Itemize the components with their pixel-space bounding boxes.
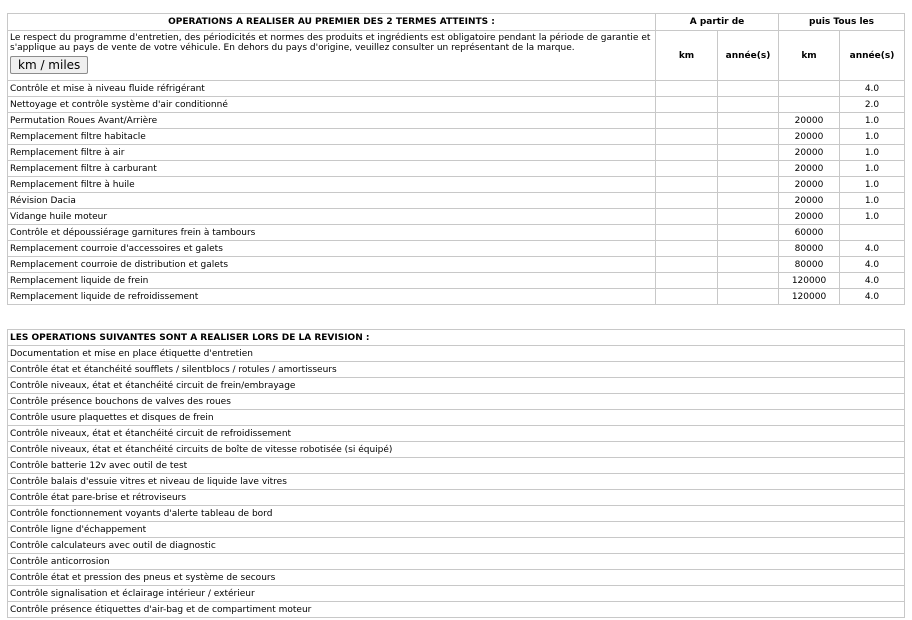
every-km-cell: 20000 — [779, 113, 840, 129]
table-row — [8, 474, 905, 490]
every-years-cell: 1.0 — [840, 113, 905, 129]
every-km-cell: 120000 — [779, 289, 840, 305]
operation-label: Remplacement filtre à carburant — [8, 161, 656, 177]
table-row — [8, 241, 905, 257]
operation-label: Contrôle et mise à niveau fluide réfrigérant — [8, 81, 656, 97]
operation-label: Nettoyage et contrôle système d'air conditionné — [8, 97, 656, 113]
revision-operation-label: Contrôle calculateurs avec outil de diagnostic — [8, 538, 905, 554]
every-km-cell: 20000 — [779, 177, 840, 193]
every-km-cell — [779, 97, 840, 113]
table-row — [8, 289, 905, 305]
every-km-cell: 20000 — [779, 209, 840, 225]
from-km-cell — [656, 273, 718, 289]
operation-label: Remplacement filtre à air — [8, 145, 656, 161]
table-row — [8, 81, 905, 97]
from-years-header: année(s) — [718, 31, 779, 81]
table-row — [8, 362, 905, 378]
from-years-cell — [718, 289, 779, 305]
table-row — [8, 586, 905, 602]
schedule-header-row — [8, 14, 905, 31]
every-years-cell: 2.0 — [840, 97, 905, 113]
operation-label: Remplacement courroie de distribution et galets — [8, 257, 656, 273]
from-km-cell — [656, 97, 718, 113]
revision-operation-label: Contrôle signalisation et éclairage intérieur / extérieur — [8, 586, 905, 602]
every-km-header: km — [779, 31, 840, 81]
every-km-cell: 60000 — [779, 225, 840, 241]
from-years-cell — [718, 129, 779, 145]
table-row — [8, 177, 905, 193]
every-years-cell: 1.0 — [840, 129, 905, 145]
from-header: A partir de — [656, 14, 779, 31]
from-km-cell — [656, 145, 718, 161]
from-years-cell — [718, 113, 779, 129]
from-km-cell — [656, 193, 718, 209]
table-row — [8, 522, 905, 538]
table-row — [8, 225, 905, 241]
from-years-cell — [718, 161, 779, 177]
schedule-subheader-row — [8, 31, 905, 81]
from-km-cell — [656, 225, 718, 241]
warranty-notice: Le respect du programme d'entretien, des périodicités et normes des produits et ingrédients est obligatoire pendant la période de garantie et s'applique au pays de vente de votre véhicule. En dehors du pays d'origine, veuillez consulter un représentant de la marque. — [10, 33, 651, 53]
table-row — [8, 490, 905, 506]
every-years-cell: 1.0 — [840, 161, 905, 177]
every-km-cell — [779, 81, 840, 97]
every-km-cell: 20000 — [779, 129, 840, 145]
revision-title: LES OPERATIONS SUIVANTES SONT A REALISER LORS DE LA REVISION : — [8, 330, 905, 346]
every-km-cell: 20000 — [779, 161, 840, 177]
table-row — [8, 538, 905, 554]
from-km-cell — [656, 241, 718, 257]
from-km-cell — [656, 257, 718, 273]
every-years-cell: 4.0 — [840, 81, 905, 97]
operation-label: Remplacement filtre à huile — [8, 177, 656, 193]
from-km-cell — [656, 177, 718, 193]
operation-label: Vidange huile moteur — [8, 209, 656, 225]
revision-operations-table — [7, 329, 905, 618]
revision-operation-label: Contrôle état et pression des pneus et système de secours — [8, 570, 905, 586]
table-row — [8, 394, 905, 410]
table-row — [8, 257, 905, 273]
table-row — [8, 378, 905, 394]
table-row — [8, 426, 905, 442]
revision-operation-label: Contrôle présence bouchons de valves des roues — [8, 394, 905, 410]
operation-label: Révision Dacia — [8, 193, 656, 209]
table-row — [8, 273, 905, 289]
from-years-cell — [718, 177, 779, 193]
km-miles-toggle-button[interactable]: km / miles — [10, 56, 88, 74]
table-row — [8, 129, 905, 145]
every-header: puis Tous les — [779, 14, 905, 31]
from-years-cell — [718, 225, 779, 241]
every-years-cell: 4.0 — [840, 289, 905, 305]
table-row — [8, 193, 905, 209]
revision-operation-label: Contrôle présence étiquettes d'air-bag et de compartiment moteur — [8, 602, 905, 618]
table-row — [8, 113, 905, 129]
from-years-cell — [718, 257, 779, 273]
every-km-cell: 120000 — [779, 273, 840, 289]
from-km-cell — [656, 129, 718, 145]
from-km-cell — [656, 113, 718, 129]
warranty-notice-cell — [8, 31, 656, 81]
from-years-cell — [718, 97, 779, 113]
from-years-cell — [718, 241, 779, 257]
from-years-cell — [718, 209, 779, 225]
from-km-header: km — [656, 31, 718, 81]
revision-operation-label: Contrôle niveaux, état et étanchéité circuit de frein/embrayage — [8, 378, 905, 394]
revision-operation-label: Contrôle fonctionnement voyants d'alerte tableau de bord — [8, 506, 905, 522]
revision-operation-label: Documentation et mise en place étiquette d'entretien — [8, 346, 905, 362]
revision-operation-label: Contrôle anticorrosion — [8, 554, 905, 570]
table-row — [8, 570, 905, 586]
operation-label: Remplacement courroie d'accessoires et galets — [8, 241, 656, 257]
every-years-cell — [840, 225, 905, 241]
from-km-cell — [656, 209, 718, 225]
every-years-cell: 1.0 — [840, 193, 905, 209]
table-row — [8, 442, 905, 458]
from-km-cell — [656, 81, 718, 97]
every-years-cell: 4.0 — [840, 257, 905, 273]
every-years-cell: 4.0 — [840, 241, 905, 257]
from-years-cell — [718, 145, 779, 161]
table-row — [8, 161, 905, 177]
every-km-cell: 20000 — [779, 193, 840, 209]
operation-label: Permutation Roues Avant/Arrière — [8, 113, 656, 129]
revision-operation-label: Contrôle batterie 12v avec outil de test — [8, 458, 905, 474]
every-km-cell: 20000 — [779, 145, 840, 161]
every-years-cell: 1.0 — [840, 145, 905, 161]
table-row — [8, 602, 905, 618]
from-km-cell — [656, 161, 718, 177]
table-row — [8, 97, 905, 113]
revision-operation-label: Contrôle balais d'essuie vitres et niveau de liquide lave vitres — [8, 474, 905, 490]
table-row — [8, 145, 905, 161]
operation-label: Remplacement liquide de refroidissement — [8, 289, 656, 305]
every-years-cell: 4.0 — [840, 273, 905, 289]
revision-operation-label: Contrôle niveaux, état et étanchéité circuit de refroidissement — [8, 426, 905, 442]
every-years-cell: 1.0 — [840, 209, 905, 225]
revision-operation-label: Contrôle ligne d'échappement — [8, 522, 905, 538]
revision-header-row — [8, 330, 905, 346]
table-row — [8, 209, 905, 225]
table-row — [8, 554, 905, 570]
from-km-cell — [656, 289, 718, 305]
operation-label: Contrôle et dépoussiérage garnitures frein à tambours — [8, 225, 656, 241]
every-years-header: année(s) — [840, 31, 905, 81]
schedule-title: OPERATIONS A REALISER AU PREMIER DES 2 TERMES ATTEINTS : — [8, 14, 656, 31]
revision-operation-label: Contrôle niveaux, état et étanchéité circuits de boîte de vitesse robotisée (si équipé) — [8, 442, 905, 458]
table-row — [8, 458, 905, 474]
operation-label: Remplacement filtre habitacle — [8, 129, 656, 145]
table-row — [8, 410, 905, 426]
revision-operation-label: Contrôle état et étanchéité soufflets / silentblocs / rotules / amortisseurs — [8, 362, 905, 378]
table-row — [8, 346, 905, 362]
revision-operation-label: Contrôle état pare-brise et rétroviseurs — [8, 490, 905, 506]
every-years-cell: 1.0 — [840, 177, 905, 193]
from-years-cell — [718, 273, 779, 289]
maintenance-schedule-table — [7, 13, 905, 305]
operation-label: Remplacement liquide de frein — [8, 273, 656, 289]
table-row — [8, 506, 905, 522]
every-km-cell: 80000 — [779, 241, 840, 257]
from-years-cell — [718, 81, 779, 97]
every-km-cell: 80000 — [779, 257, 840, 273]
from-years-cell — [718, 193, 779, 209]
revision-operation-label: Contrôle usure plaquettes et disques de frein — [8, 410, 905, 426]
